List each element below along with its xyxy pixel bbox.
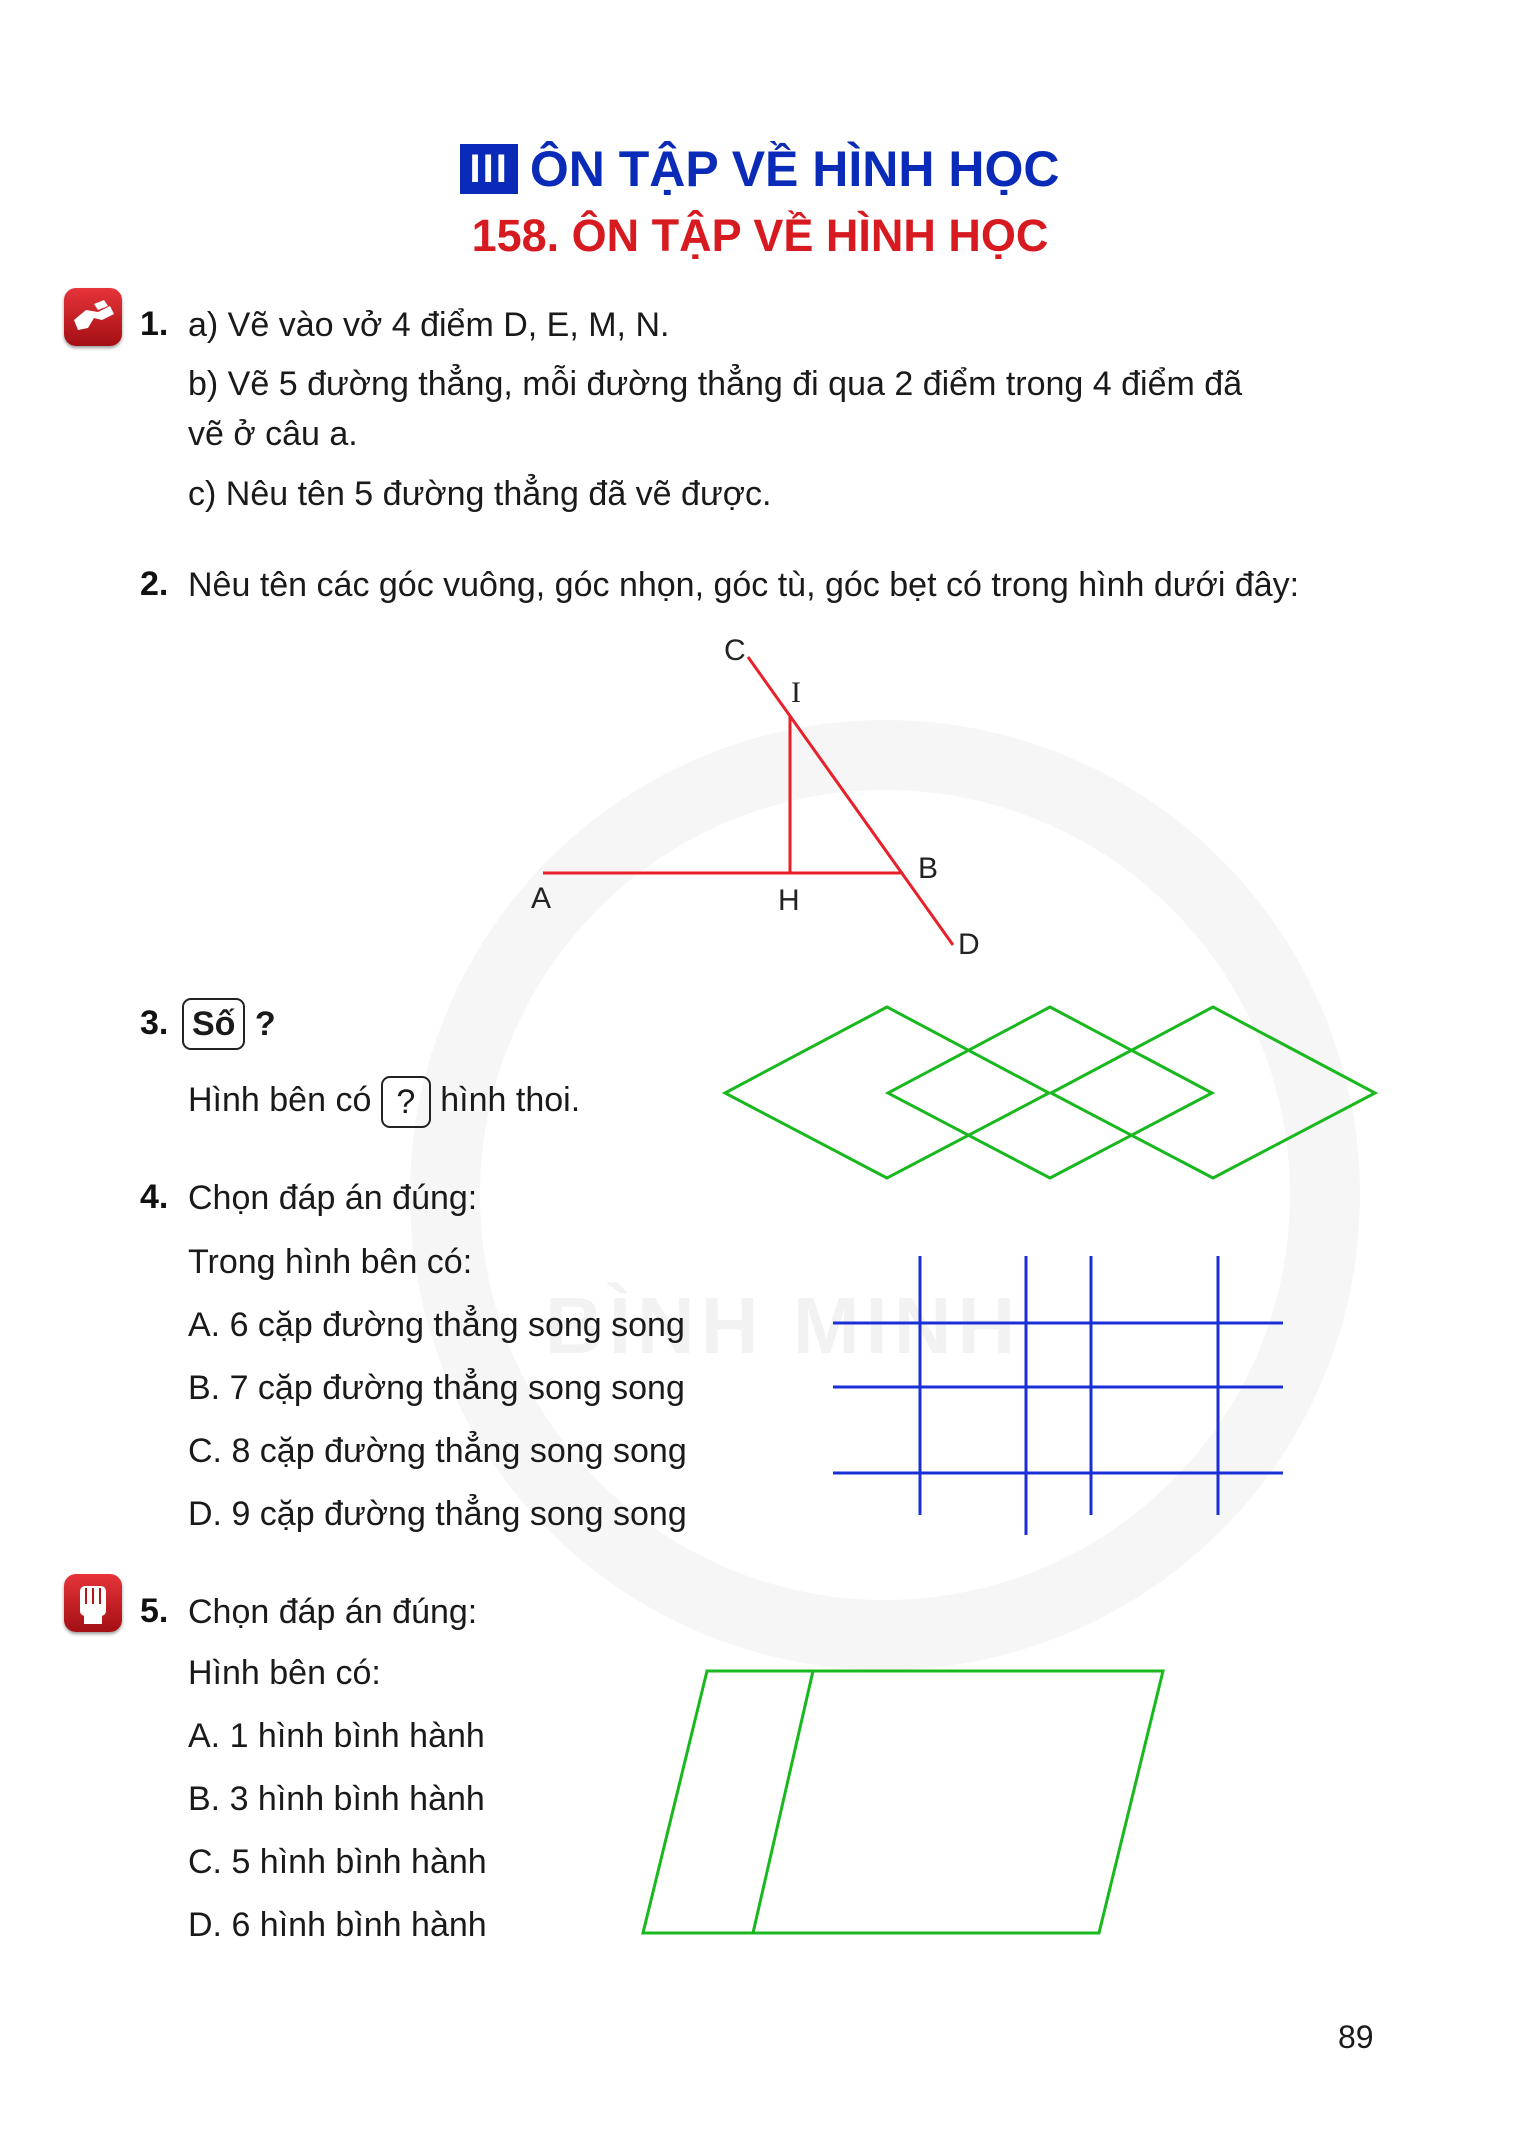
q1-part-c: c) Nêu tên 5 đường thẳng đã vẽ được. xyxy=(188,475,772,513)
q4-intro: Trong hình bên có: xyxy=(188,1243,473,1281)
q5-option-a[interactable]: A. 1 hình bình hành xyxy=(188,1717,485,1755)
answer-slot[interactable]: ? xyxy=(381,1076,431,1128)
q4-option-a[interactable]: A. 6 cặp đường thẳng song song xyxy=(188,1306,685,1344)
section-number: III xyxy=(460,144,517,194)
label-d: D xyxy=(958,928,980,961)
q2-text: Nêu tên các góc vuông, góc nhọn, góc tù, góc bẹt có trong hình dưới đây: xyxy=(188,566,1300,604)
label-a: A xyxy=(531,882,552,915)
q4-title: Chọn đáp án đúng: xyxy=(188,1179,478,1217)
q1-part-b-line1: b) Vẽ 5 đường thẳng, mỗi đường thẳng đi qua 2 điểm trong 4 điểm đã xyxy=(188,365,1243,403)
so-box: Số xyxy=(182,998,245,1050)
q3-number: 3. xyxy=(140,1004,169,1042)
q3-qmark: ? xyxy=(254,1005,276,1043)
q5-option-c[interactable]: C. 5 hình bình hành xyxy=(188,1843,487,1881)
q1-number: 1. xyxy=(140,305,169,343)
q2-number: 2. xyxy=(140,565,169,603)
q5-option-d[interactable]: D. 6 hình bình hành xyxy=(188,1906,487,1944)
watermark-text: BÌNH MINH xyxy=(545,1281,1022,1370)
label-c: C xyxy=(724,634,746,667)
q5-option-b[interactable]: B. 3 hình bình hành xyxy=(188,1780,485,1818)
q1-part-b-line2: vẽ ở câu a. xyxy=(188,415,358,453)
q5-title: Chọn đáp án đúng: xyxy=(188,1593,478,1631)
label-i: I xyxy=(791,676,801,709)
q3-text-after: hình thoi. xyxy=(440,1081,581,1119)
q4-option-b[interactable]: B. 7 cặp đường thẳng song song xyxy=(188,1369,685,1407)
q5-intro: Hình bên có: xyxy=(188,1654,381,1692)
label-b: B xyxy=(918,852,939,885)
q5-number: 5. xyxy=(140,1592,169,1630)
page-number: 89 xyxy=(1338,2019,1374,2055)
lesson-title: 158. ÔN TẬP VỀ HÌNH HỌC xyxy=(471,210,1049,261)
q3-text-before: Hình bên có xyxy=(188,1081,372,1119)
section-title: ÔN TẬP VỀ HÌNH HỌC xyxy=(529,141,1060,197)
parallelogram-outer xyxy=(643,1671,1163,1933)
q4-option-c[interactable]: C. 8 cặp đường thẳng song song xyxy=(188,1432,687,1470)
q4-option-d[interactable]: D. 9 cặp đường thẳng song song xyxy=(188,1495,687,1533)
q4-number: 4. xyxy=(140,1178,169,1216)
parallelogram-divider xyxy=(753,1671,813,1933)
label-h: H xyxy=(778,884,800,917)
q1-part-a: a) Vẽ vào vở 4 điểm D, E, M, N. xyxy=(188,306,670,344)
